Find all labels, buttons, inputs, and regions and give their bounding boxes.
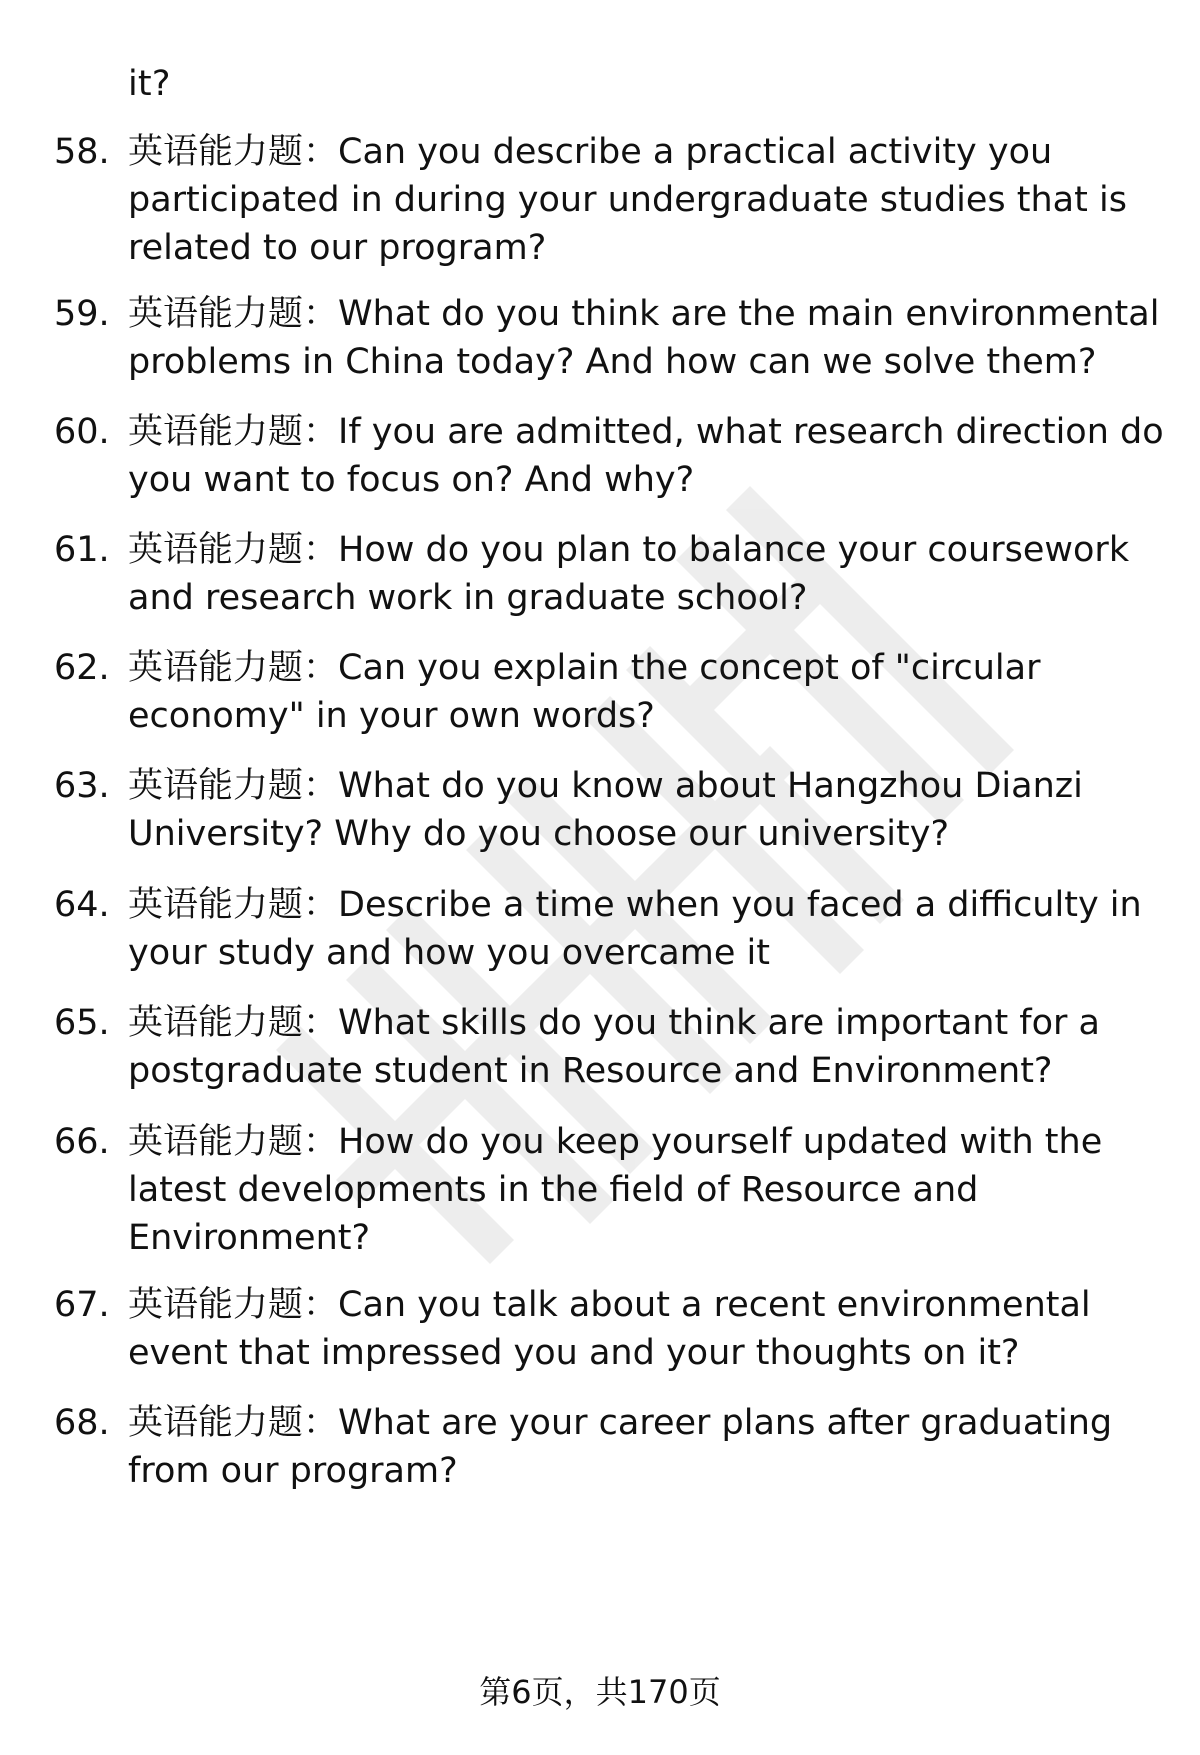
question-tag: 英语能力题：: [128, 1285, 339, 1325]
question-tag: 英语能力题：: [128, 1403, 339, 1443]
question-tag: 英语能力题：: [128, 648, 339, 688]
question-text: What do you know about Hangzhou Dianzi University? Why do you choose our university?: [128, 766, 1083, 854]
question-body: [128, 1118, 1168, 1262]
question-body: [128, 128, 1168, 272]
question-number: 60.: [54, 412, 110, 452]
question-number: 61.: [54, 530, 110, 570]
question-text: Can you talk about a recent environmental event that impressed you and your thoughts on it?: [128, 1285, 1091, 1373]
question-body: [128, 881, 1168, 977]
question-number: 62.: [54, 648, 110, 688]
question-body: [128, 762, 1168, 858]
question-tag: 英语能力题：: [128, 766, 339, 806]
question-tag: 英语能力题：: [128, 885, 339, 925]
question-text: Can you describe a practical activity you participated in during your undergraduate studies that is related to our program?: [128, 132, 1127, 268]
question-number: 63.: [54, 766, 110, 806]
question-number: 64.: [54, 885, 110, 925]
question-text: How do you plan to balance your coursework and research work in graduate school?: [128, 530, 1130, 618]
question-tag: 英语能力题：: [128, 1003, 339, 1043]
question-text: Describe a time when you faced a difficulty in your study and how you overcame it: [128, 885, 1142, 973]
question-body: [128, 290, 1168, 386]
question-body: [128, 526, 1168, 622]
question-text: Can you explain the concept of "circular economy" in your own words?: [128, 648, 1041, 736]
question-tag: 英语能力题：: [128, 294, 339, 334]
question-text: What do you think are the main environmental problems in China today? And how can we solve them?: [128, 294, 1160, 382]
question-number: 68.: [54, 1403, 110, 1443]
question-text: What skills do you think are important for a postgraduate student in Resource and Environment?: [128, 1003, 1101, 1091]
question-text: How do you keep yourself updated with the latest developments in the field of Resource and Environment?: [128, 1122, 1103, 1258]
question-body: [128, 644, 1168, 740]
question-tag: 英语能力题：: [128, 412, 339, 452]
question-tag: 英语能力题：: [128, 132, 339, 172]
question-number: 59.: [54, 294, 110, 334]
question-number: 66.: [54, 1122, 110, 1162]
question-number: 65.: [54, 1003, 110, 1043]
question-body: [128, 408, 1168, 504]
question-body: [128, 1399, 1168, 1495]
question-number: 67.: [54, 1285, 110, 1325]
continuation-text: it?: [128, 64, 171, 104]
question-text: If you are admitted, what research direction do you want to focus on? And why?: [128, 412, 1164, 500]
question-body: [128, 999, 1168, 1095]
question-number: 58.: [54, 132, 110, 172]
question-body: [128, 1281, 1168, 1377]
page-footer: 第6页，共170页: [479, 1673, 721, 1711]
question-tag: 英语能力题：: [128, 530, 339, 570]
question-text: What are your career plans after graduating from our program?: [128, 1403, 1113, 1491]
question-tag: 英语能力题：: [128, 1122, 339, 1162]
